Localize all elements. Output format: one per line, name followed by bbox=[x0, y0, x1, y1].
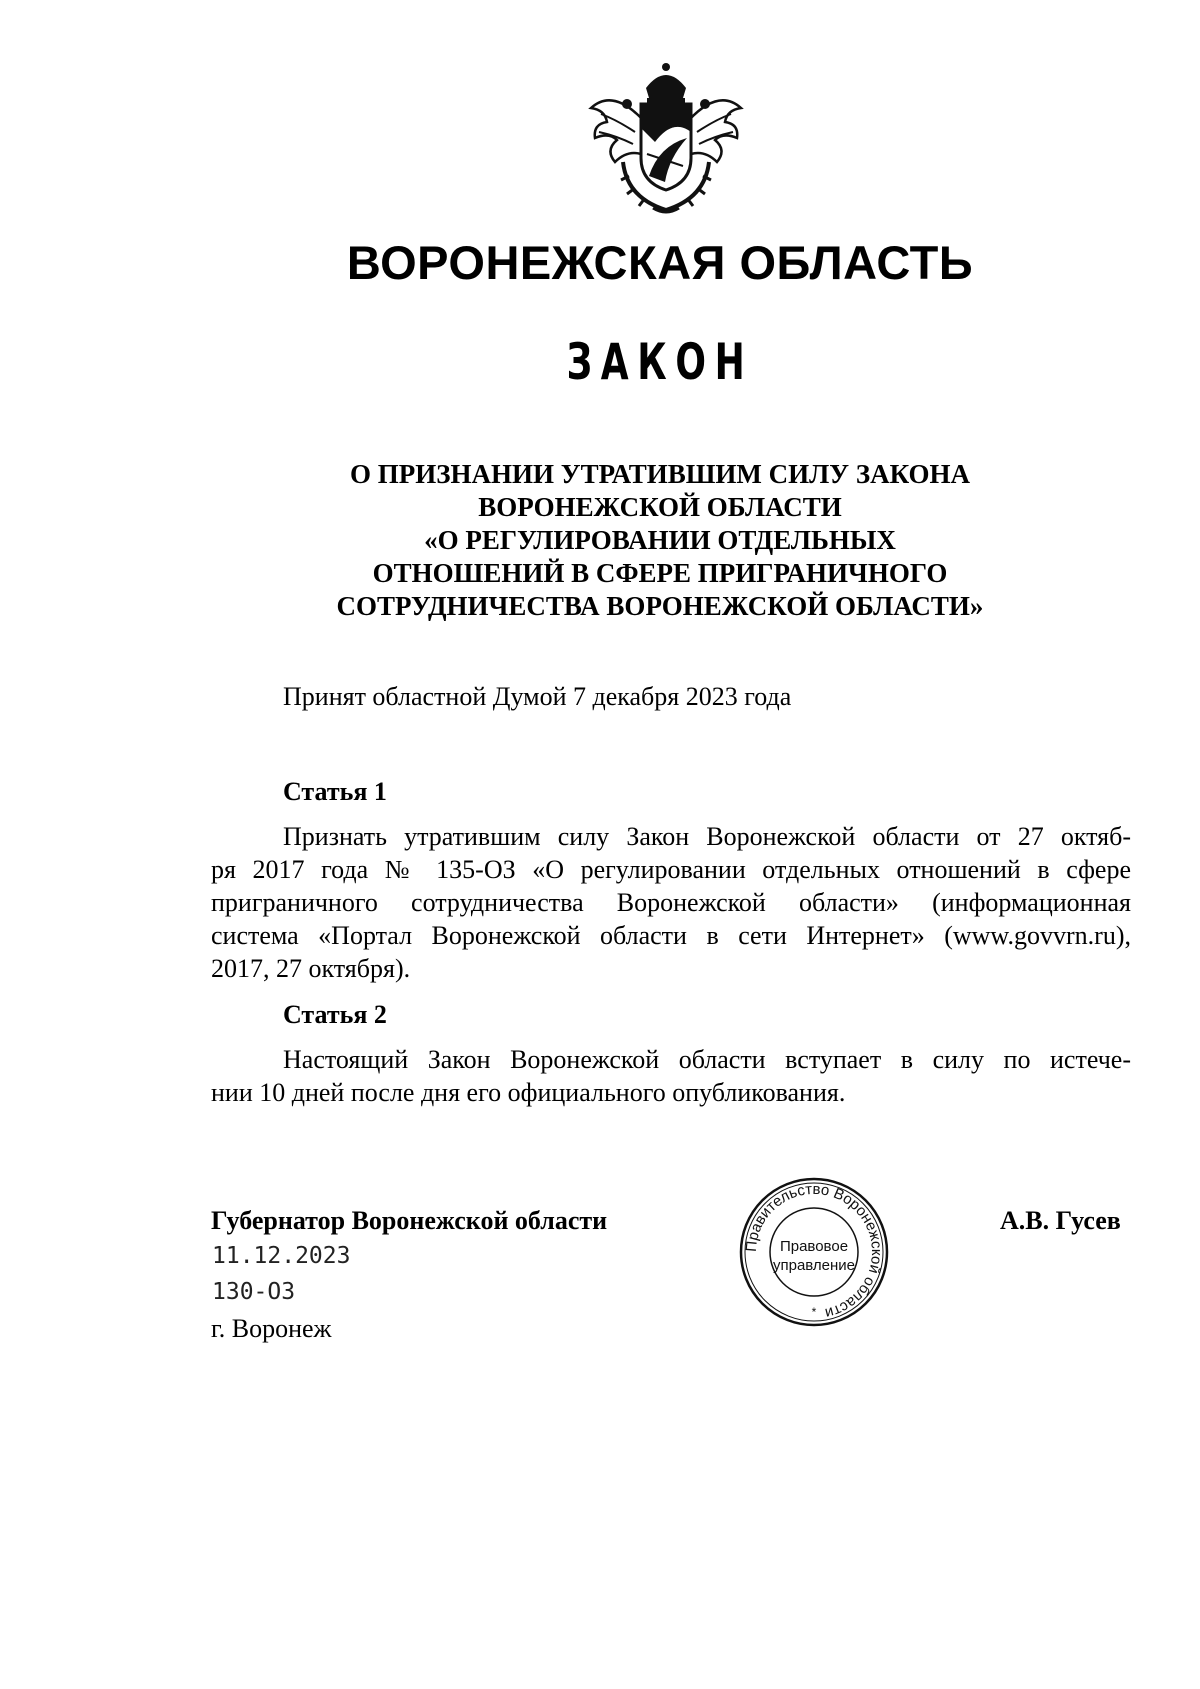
seal-inner-line-2: управление bbox=[772, 1257, 856, 1274]
registration-number: 130-ОЗ bbox=[212, 1279, 296, 1305]
article-line: Настоящий Закон Воронежской области вступает в силу по истече- bbox=[283, 1045, 1131, 1074]
heading-line: ВОРОНЕЖСКОЙ ОБЛАСТИ bbox=[478, 492, 842, 522]
article-line: ря 2017 года № 135-ОЗ «О регулировании отдельных отношений в сфере bbox=[211, 855, 1131, 884]
law-heading bbox=[300, 458, 1020, 623]
article-line: нии 10 дней после дня его официального опубликования. bbox=[211, 1078, 846, 1107]
article-line: Признать утратившим силу Закон Воронежской области от 27 октяб- bbox=[283, 822, 1131, 851]
seal-outer-text: Правительство Воронежской области bbox=[742, 1180, 886, 1322]
heading-line: О ПРИЗНАНИИ УТРАТИВШИМ СИЛУ ЗАКОНА bbox=[350, 459, 970, 489]
seal-inner-line-1: Правовое bbox=[779, 1238, 849, 1255]
heading-line: «О РЕГУЛИРОВАНИИ ОТДЕЛЬНЫХ bbox=[424, 525, 896, 555]
city: г. Воронеж bbox=[211, 1314, 332, 1343]
article-line: система «Портал Воронежской области в сети Интернет» (www.govvrn.ru), bbox=[211, 921, 1131, 950]
article-2-text bbox=[211, 1043, 1131, 1109]
registration-date: 11.12.2023 bbox=[212, 1243, 351, 1269]
adoption-note: Принят областной Думой 7 декабря 2023 года bbox=[283, 682, 792, 711]
article-line: 2017, 27 октября). bbox=[211, 954, 411, 983]
article-1-title: Статья 1 bbox=[283, 777, 387, 806]
coat-of-arms-emblem bbox=[583, 58, 749, 218]
article-2-title: Статья 2 bbox=[283, 1000, 387, 1029]
region-title: ВОРОНЕЖСКАЯ ОБЛАСТЬ bbox=[346, 236, 974, 289]
document-type-title: ЗАКОН bbox=[566, 333, 754, 391]
article-1-text bbox=[211, 820, 1131, 985]
signatory-name: А.В. Гусев bbox=[1000, 1206, 1121, 1235]
signatory-position: Губернатор Воронежской области bbox=[211, 1206, 608, 1235]
seal-star: * bbox=[811, 1305, 817, 1319]
article-line: приграничного сотрудничества Воронежской области» (информационная bbox=[211, 888, 1131, 917]
heading-line: СОТРУДНИЧЕСТВА ВОРОНЕЖСКОЙ ОБЛАСТИ» bbox=[336, 591, 984, 621]
heading-line: ОТНОШЕНИЙ В СФЕРЕ ПРИГРАНИЧНОГО bbox=[372, 558, 948, 588]
official-seal bbox=[738, 1176, 890, 1328]
